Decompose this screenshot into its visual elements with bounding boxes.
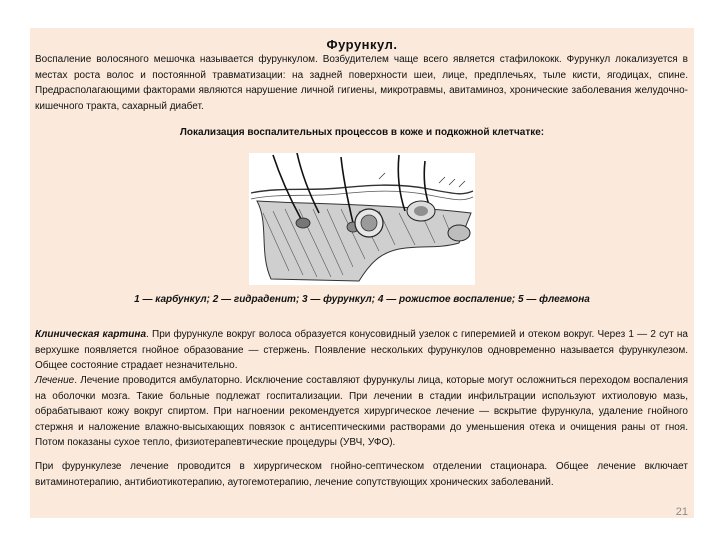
treatment-lead: Лечение — [35, 375, 75, 386]
skin-section-illustration — [249, 153, 475, 285]
intro-paragraph: Воспаление волосяного мешочка называется фурункулом. Возбудителем чаще всего является стафилококк. Фурункул локализуется в местах роста волос и постоянной травматизации: на задней поверхности шеи, лице, предплечьях, тыле кисти, ягодицах, спине. Предрасполагающими факторами являются нарушение личной гигиены, микротравмы, авитаминоз, хронические заболевания желудочно-кишечного тракта, сахарный диабет. — [35, 54, 688, 112]
slide — [30, 28, 694, 518]
treatment-text: . Лечение проводится амбулаторно. Исключение составляют фурункулы лица, которые могут осложниться переходом воспаления на оболочки мозга. Такие больные подлежат госпитализации. При лечении в стадии инфильтрации используют ихтиоловую мазь, обрабатывают кожу вокруг спиртом. При нагноении рекомендуется хирургическое лечение — вскрытие фурункула, удаление гнойного стержня и наложение влажно-высыхающих повязок с антисептическими растворами до уменьшения отека и очищения раны от гноя. Потом показаны сухое тепло, физиотерапевтические процедуры (УВЧ, УФО). — [35, 375, 688, 449]
clinical-picture-paragraph — [35, 327, 688, 374]
figure-heading: Локализация воспалительных процессов в коже и подкожной клетчатке: — [179, 127, 545, 138]
clinical-picture-text: . При фурункуле вокруг волоса образуется конусовидный узелок с гиперемией и отеком вокруг. Через 1 — 2 сут на верхушке появляется гнойное образование — стержень. Появление нескольких фурункулов одновременно называется фурункулезом. Общее состояние страдает незначительно. — [35, 329, 688, 372]
slide-title: Фурункул. — [326, 37, 398, 52]
figure-caption: 1 — карбункул; 2 — гидраденит; 3 — фурункул; 4 — рожистое воспаление; 5 — флегмона — [134, 294, 590, 305]
treatment-paragraph — [35, 373, 688, 451]
page-number: 21 — [675, 506, 688, 518]
clinical-picture-lead: Клиническая картина — [35, 329, 147, 340]
furunculosis-paragraph: При фурункулезе лечение проводится в хирургическом гнойно-септическом отделении стационара. Общее лечение включает витаминотерапию, антибиотикотерапию, аутогемотерапию, лечение сопутствующих хронических заболеваний. — [35, 461, 688, 488]
